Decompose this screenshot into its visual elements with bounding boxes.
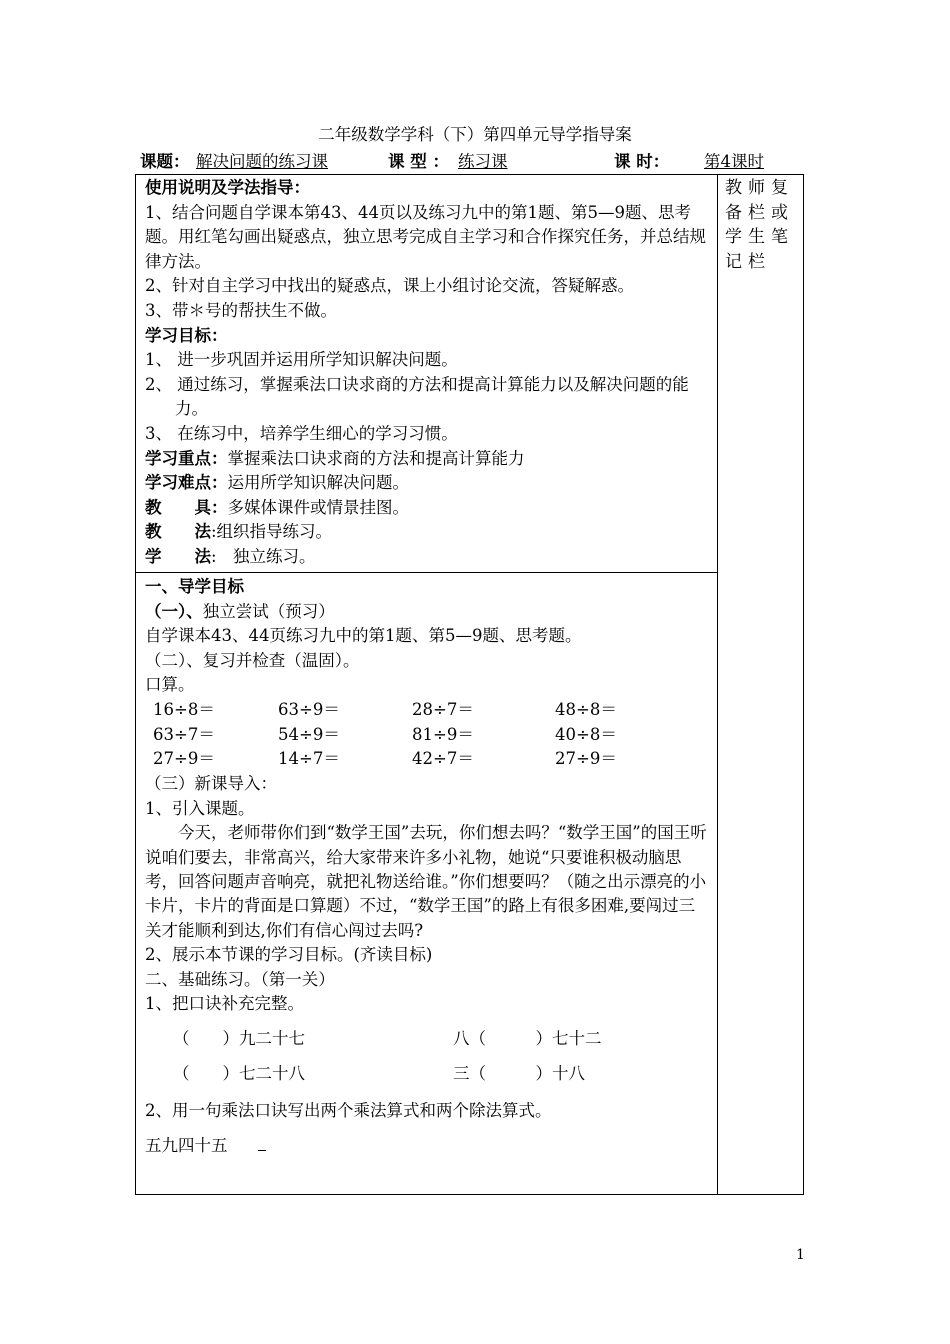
- question-2-item: [145, 1134, 711, 1159]
- section2-heading: 二、基础练习。（第一关）: [145, 969, 335, 989]
- instruction-item: 2、针对自主学习中找出的疑惑点，课上小组讨论交流，答疑解惑。: [145, 276, 634, 296]
- goal-item: 2、 通过练习，掌握乘法口诀求商的方法和提高计算能力以及解决问题的能力。: [145, 374, 689, 419]
- intro-step: 1、引入课题。: [145, 798, 255, 818]
- part3-heading: （三）新课导入：: [145, 773, 277, 793]
- goals-heading: 学习目标：: [145, 325, 228, 345]
- intro-paragraph: 今天，老师带你们到“数学王国”去玩，你们想去吗？“数学王国”的国王听说咱们要去，非常高兴，给大家带来许多小礼物，她说“只要谁积极动脑思考，回答问题声音响亮，就把礼物送给谁。”你们想要吗？（随之出示漂亮的小卡片，卡片的背面是口算题）不过，“数学王国”的路上有很多困难,要闯过三关才能顺利到达,你们有信心闯过去吗?: [145, 823, 707, 940]
- goal-item: 3、 在练习中，培养学生细心的学习习惯。: [145, 423, 458, 443]
- question-2: 2、用一句乘法口诀写出两个乘法算式和两个除法算式。: [145, 1100, 552, 1120]
- teacher-notes-column: 教师复备栏或学生笔记栏: [725, 178, 794, 272]
- oral-item: 63÷9＝: [278, 699, 340, 719]
- oral-item: 81÷9＝: [412, 724, 474, 744]
- tools-label: 教 具：: [145, 497, 228, 517]
- oral-drill-grid: [145, 698, 711, 772]
- key-point-value: 掌握乘法口诀求商的方法和提高计算能力: [227, 448, 525, 468]
- type-label: 课 型 ：: [388, 152, 449, 171]
- section1-heading: 一、导学目标: [145, 577, 244, 596]
- learning-method-label: 学 法: [145, 546, 211, 566]
- tools-value: 多媒体课件或情景挂图。: [227, 497, 409, 517]
- part1-title: 独立尝试（预习）: [202, 601, 335, 621]
- type-value: 练习课: [458, 152, 508, 171]
- goal-item: 1、 进一步巩固并运用所学知识解决问题。: [145, 350, 458, 370]
- part1-heading: （一）、: [145, 601, 203, 621]
- key-point: [145, 447, 711, 472]
- oral-item: 40÷8＝: [555, 724, 617, 744]
- fill-blank-item: 三（ ）十八: [453, 1063, 585, 1083]
- table-column-divider: [717, 174, 718, 1195]
- oral-item: 63÷7＝: [153, 724, 215, 744]
- teaching-method-label: 教 法: [145, 522, 211, 542]
- intro-step: 2、展示本节课的学习目标。(齐读目标): [145, 945, 433, 965]
- document-title: 二年级数学学科（下）第四单元导学指导案: [318, 125, 632, 144]
- multiplication-rhyme: 五九四十五: [145, 1135, 228, 1155]
- question-1: 1、把口诀补充完整。: [145, 994, 304, 1014]
- instruction-item: 1、结合问题自学课本第43、44页以及练习九中的第1题、第5—9题、思考题。用红笔勾画出疑惑点，独立思考完成自主学习和合作探究任务，并总结规律方法。: [145, 202, 706, 271]
- answer-blank: [258, 1136, 266, 1151]
- instructions-cell: [145, 176, 711, 570]
- period-value: 第4课时: [704, 152, 764, 171]
- difficulty-label: 学习难点：: [145, 473, 228, 493]
- fill-blank-item: （ ）七二十八: [173, 1063, 305, 1083]
- page-number: 1: [796, 1247, 805, 1263]
- difficulty-value: 运用所学知识解决问题。: [227, 473, 409, 493]
- teaching-method: [145, 520, 711, 545]
- fill-blank-item: （ ）九二十七: [173, 1028, 305, 1048]
- learning-method-value: : 独立练习。: [211, 546, 316, 566]
- part2-heading: （二）、复习并检查（温固）。: [145, 650, 360, 670]
- oral-item: 42÷7＝: [412, 749, 474, 769]
- difficulty: [145, 471, 711, 496]
- key-point-label: 学习重点：: [145, 448, 228, 468]
- table-row-divider: [135, 572, 718, 573]
- oral-item: 54÷9＝: [278, 724, 340, 744]
- instructions-heading: 使用说明及学法指导：: [145, 178, 310, 197]
- oral-item: 14÷7＝: [278, 749, 340, 769]
- teaching-method-value: :组织指导练习。: [211, 522, 333, 542]
- instruction-item: 3、带＊号的帮扶生不做。: [145, 300, 337, 320]
- oral-item: 28÷7＝: [412, 699, 474, 719]
- fill-blank-grid: [145, 1027, 711, 1103]
- learning-method: [145, 545, 711, 570]
- oral-item: 27÷9＝: [153, 749, 215, 769]
- lesson-header: [140, 149, 810, 175]
- part1-line: [145, 600, 711, 625]
- topic-value: 解决问题的练习课: [196, 152, 328, 171]
- part1-text: 自学课本43、44页练习九中的第1题、第5—9题、思考题。: [145, 626, 582, 646]
- tools: [145, 496, 711, 521]
- oral-label: 口算。: [145, 675, 195, 695]
- topic-label: 课题：: [140, 152, 190, 171]
- period-label: 课 时：: [614, 152, 670, 171]
- oral-item: 27÷9＝: [555, 749, 617, 769]
- oral-item: 48÷8＝: [555, 699, 617, 719]
- lesson-body-cell: [145, 575, 711, 1190]
- oral-item: 16÷8＝: [153, 699, 215, 719]
- fill-blank-item: 八（ ）七十二: [453, 1028, 602, 1048]
